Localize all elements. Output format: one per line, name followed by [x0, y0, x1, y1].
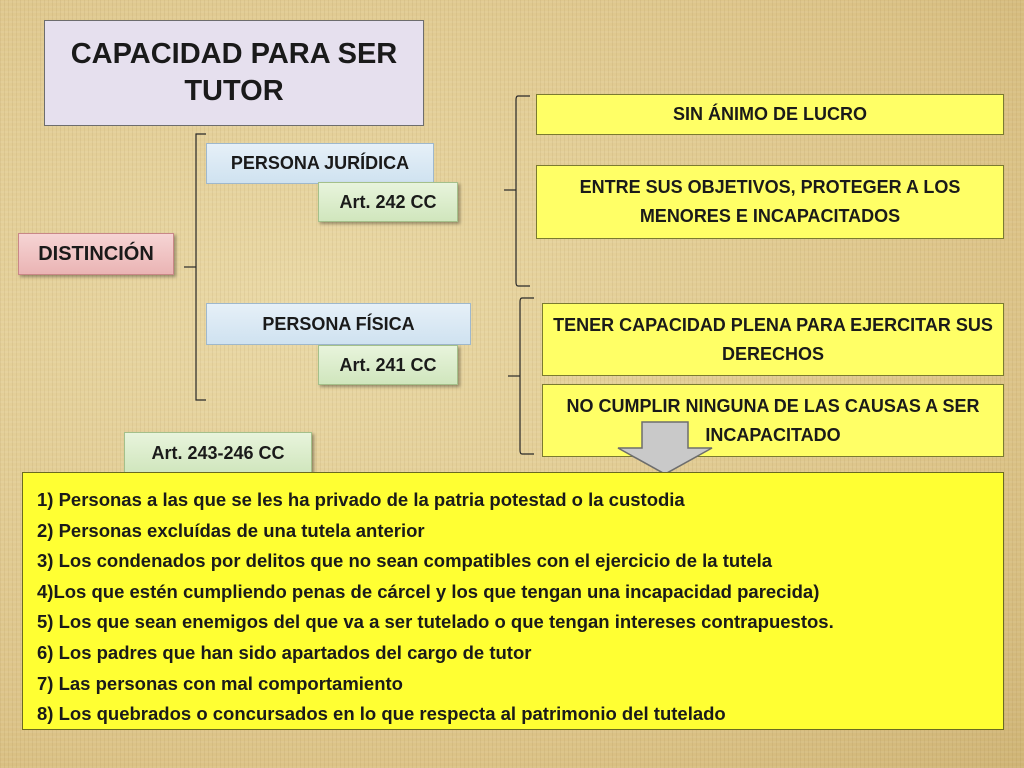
article-242-badge: Art. 242 CC: [318, 182, 458, 222]
exclusions-list: [22, 472, 1004, 730]
list-item: 6) Los padres que han sido apartados del cargo de tutor: [37, 641, 532, 663]
requirement-sin-animo-lucro: SIN ÁNIMO DE LUCRO: [536, 94, 1004, 135]
list-item: 1) Personas a las que se les ha privado de la patria potestad o la custodia: [37, 489, 685, 510]
requirement-capacidad-plena: TENER CAPACIDAD PLENA PARA EJERCITAR SUS DERECHOS: [542, 303, 1004, 376]
page-title: CAPACIDAD PARA SER TUTOR: [44, 20, 424, 126]
list-item: 8) Los quebrados o concursados en lo que respecta al patrimonio del tutelado: [37, 703, 726, 725]
list-item: 2) Personas excluídas de una tutela anterior: [37, 519, 425, 541]
list-item: 5) Los que sean enemigos del que va a ser tutelado o que tengan intereses contrapuestos.: [37, 611, 834, 633]
requirement-proteger-menores: ENTRE SUS OBJETIVOS, PROTEGER A LOS MENORES E INCAPACITADOS: [536, 165, 1004, 239]
list-item: 4)Los que estén cumpliendo penas de cárcel y los que tengan una incapacidad parecida): [37, 580, 820, 602]
distinction-label: DISTINCIÓN: [18, 233, 174, 275]
persona-juridica-box: PERSONA JURÍDICA: [206, 143, 434, 184]
persona-fisica-box: PERSONA FÍSICA: [206, 303, 471, 345]
article-241-badge: Art. 241 CC: [318, 345, 458, 385]
requirement-no-causas-incapacidad: NO CUMPLIR NINGUNA DE LAS CAUSAS A SER INCAPACITADO: [542, 384, 1004, 457]
list-item: 3) Los condenados por delitos que no sean compatibles con el ejercicio de la tutela: [37, 550, 773, 572]
down-arrow-overlay-icon: [618, 422, 712, 474]
list-item: 7) Las personas con mal comportamiento: [37, 672, 403, 694]
article-243-246-badge: Art. 243-246 CC: [124, 432, 312, 474]
